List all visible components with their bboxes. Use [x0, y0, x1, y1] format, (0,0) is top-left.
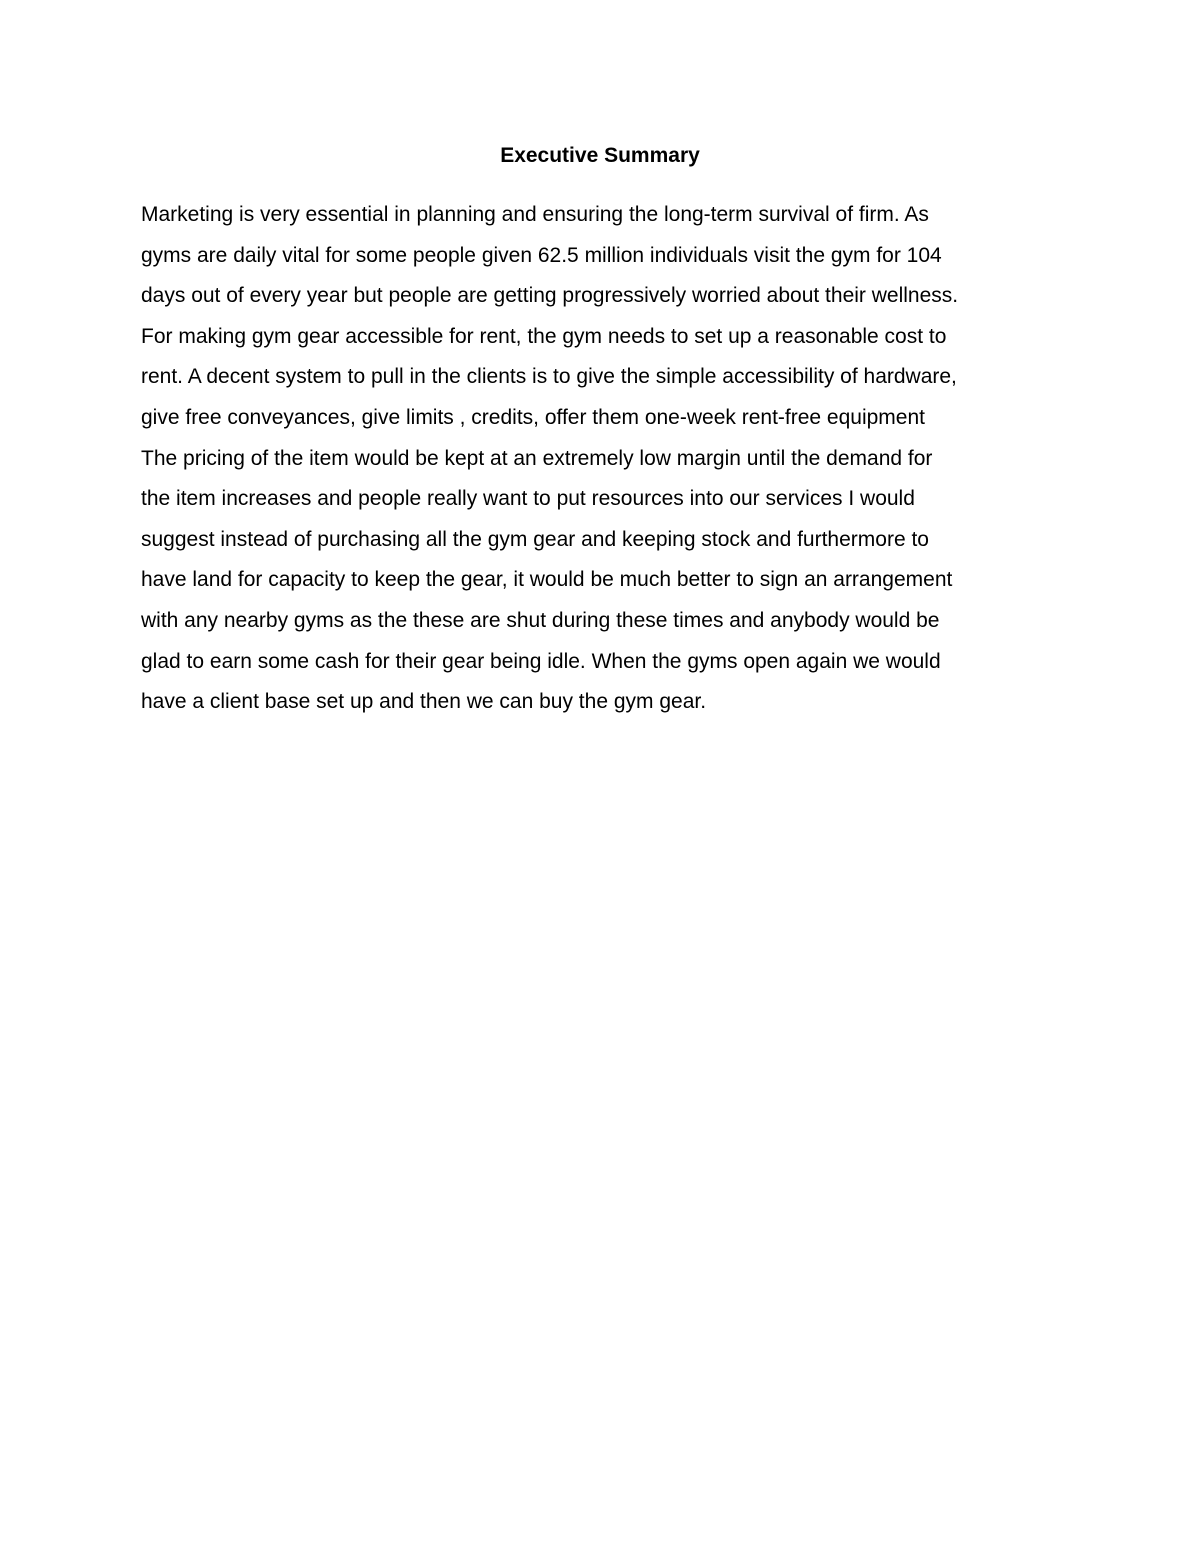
paragraph-line: The pricing of the item would be kept at an extremely low margin until the demand for	[141, 446, 933, 470]
summary-paragraph	[141, 195, 1071, 723]
document-title: Executive Summary	[500, 144, 700, 167]
paragraph-line: with any nearby gyms as the these are shut during these times and anybody would be	[141, 608, 940, 632]
paragraph-line: days out of every year but people are getting progressively worried about their wellness.	[141, 284, 959, 308]
paragraph-line: glad to earn some cash for their gear being idle. When the gyms open again we would	[141, 649, 941, 673]
paragraph-line: have a client base set up and then we can buy the gym gear.	[141, 690, 707, 714]
paragraph-line: rent. A decent system to pull in the clients is to give the simple accessibility of hardware,	[141, 365, 957, 389]
paragraph-line: suggest instead of purchasing all the gym gear and keeping stock and furthermore to	[141, 527, 929, 551]
paragraph-line: the item increases and people really want to put resources into our services I would	[141, 487, 915, 511]
paragraph-line: give free conveyances, give limits , credits, offer them one-week rent-free equipment	[141, 405, 925, 429]
paragraph-line: have land for capacity to keep the gear, it would be much better to sign an arrangement	[141, 568, 953, 592]
paragraph-line: For making gym gear accessible for rent, the gym needs to set up a reasonable cost to	[141, 324, 947, 348]
paragraph-line: gyms are daily vital for some people given 62.5 million individuals visit the gym for 104	[141, 243, 942, 267]
paragraph-line: Marketing is very essential in planning and ensuring the long-term survival of firm. As	[141, 203, 929, 226]
